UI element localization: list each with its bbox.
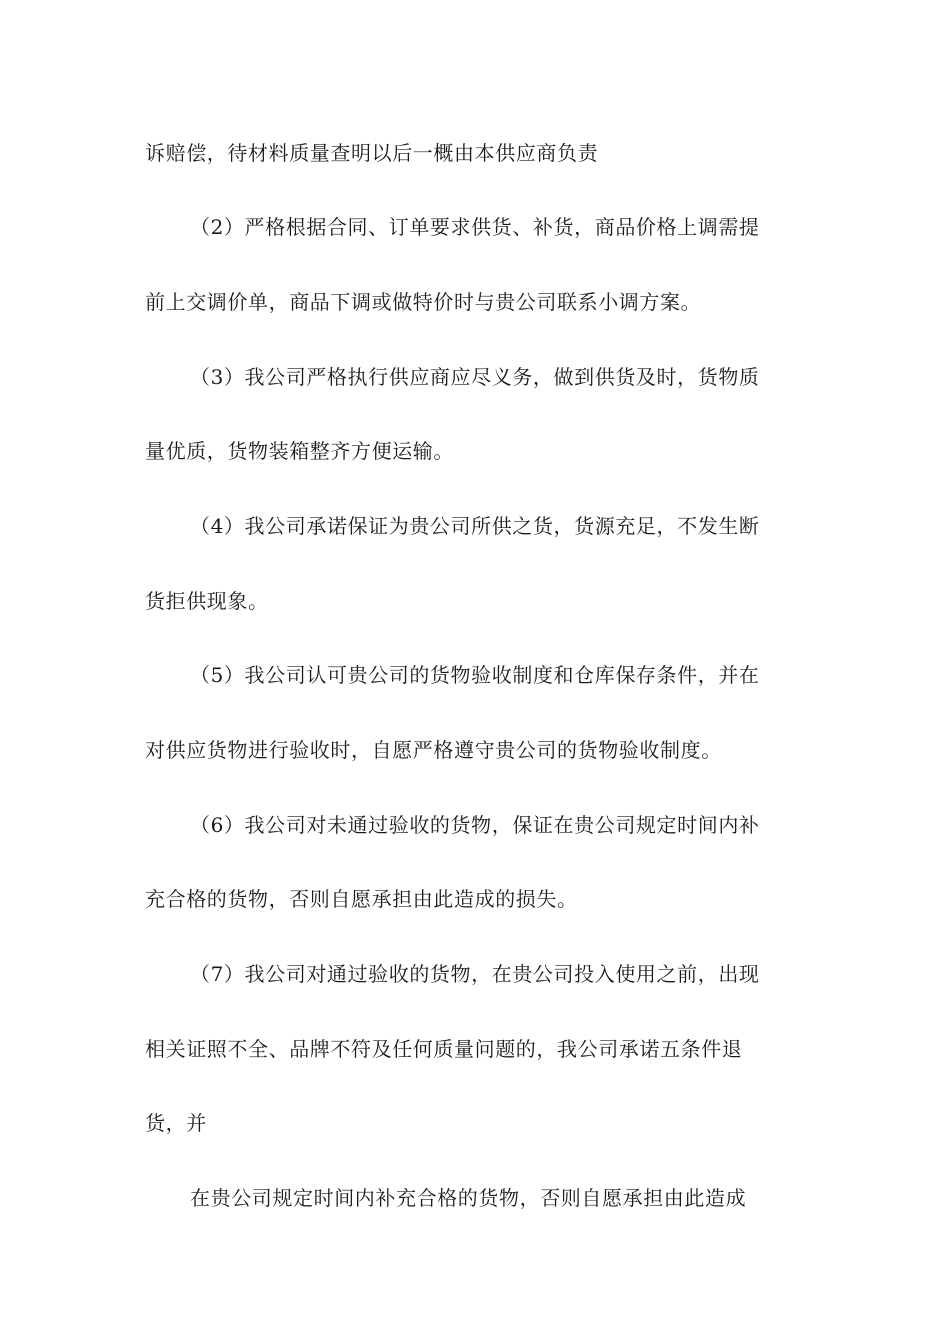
clause-7-line-3: 货，并 — [145, 1111, 207, 1135]
clause-2-line-2: 前上交调价单，商品下调或做特价时与贵公司联系小调方案。 — [145, 290, 702, 314]
clause-6-line-2: 充合格的货物，否则自愿承担由此造成的损失。 — [145, 887, 578, 911]
clause-4-line-2: 货拒供现象。 — [145, 589, 269, 613]
clause-6-line-1: （6）我公司对未通过验收的货物，保证在贵公司规定时间内补 — [190, 813, 760, 837]
clause-4-line-1: （4）我公司承诺保证为贵公司所供之货，货源充足，不发生断 — [190, 514, 760, 538]
clause-5-line-1: （5）我公司认可贵公司的货物验收制度和仓库保存条件，并在 — [190, 663, 760, 687]
clause-2-line-1: （2）严格根据合同、订单要求供货、补货，商品价格上调需提 — [190, 215, 760, 239]
clause-7-line-2: 相关证照不全、品牌不符及任何质量问题的，我公司承诺五条件退 — [145, 1037, 743, 1061]
clause-5-line-2: 对供应货物进行验收时，自愿严格遵守贵公司的货物验收制度。 — [145, 738, 722, 762]
clause-3-line-1: （3）我公司严格执行供应商应尽义务，做到供货及时，货物质 — [190, 365, 760, 389]
text-line-1: 诉赔偿，待材料质量查明以后一概由本供应商负责 — [145, 141, 599, 165]
clause-7-line-1: （7）我公司对通过验收的货物，在贵公司投入使用之前，出现 — [190, 962, 760, 986]
text-line-last: 在贵公司规定时间内补充合格的货物，否则自愿承担由此造成 — [190, 1186, 747, 1210]
clause-3-line-2: 量优质，货物装箱整齐方便运输。 — [145, 439, 454, 463]
